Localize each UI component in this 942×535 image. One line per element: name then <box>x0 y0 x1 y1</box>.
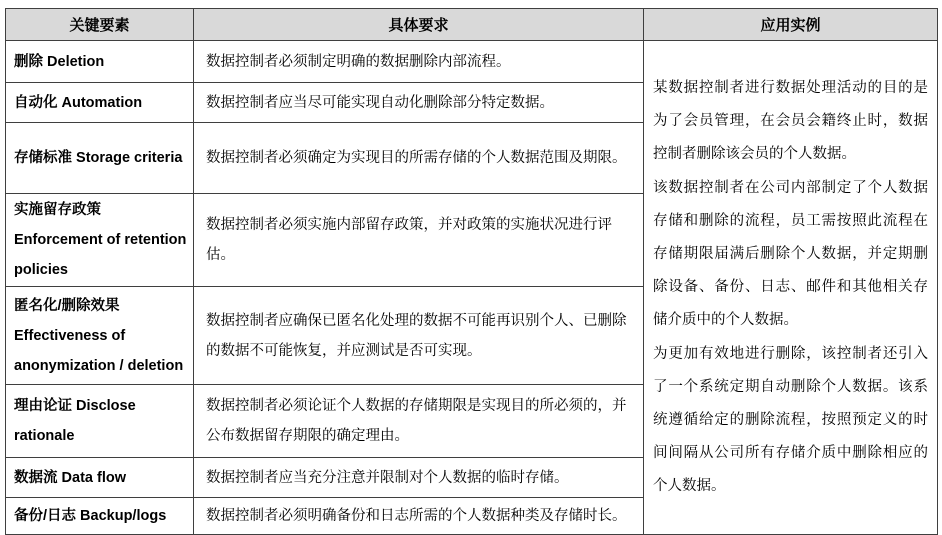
requirement-cell: 数据控制者应确保已匿名化处理的数据不可能再识别个人、已删除的数据不可能恢复，并应测试是否可实现。 <box>194 287 644 385</box>
table-row <box>6 41 938 83</box>
requirement-cell: 数据控制者必须明确备份和日志所需的个人数据种类及存储时长。 <box>194 498 644 535</box>
requirement-cell: 数据控制者必须实施内部留存政策，并对政策的实施状况进行评估。 <box>194 194 644 287</box>
header-row <box>6 9 938 41</box>
example-paragraph: 该数据控制者在公司内部制定了个人数据存储和删除的流程，员工需按照此流程在存储期限届满后删除个人数据，并定期删除设备、备份、日志、邮件和其他相关存储介质中的个人数据。 <box>653 179 928 328</box>
column-header-specific-requirements: 具体要求 <box>194 9 644 41</box>
example-paragraph: 某数据控制者进行数据处理活动的目的是为了会员管理，在会员会籍终止时，数据控制者删除该会员的个人数据。 <box>653 79 928 162</box>
requirement-cell: 数据控制者必须制定明确的数据删除内部流程。 <box>194 41 644 83</box>
key-element-cell: 数据流 Data flow <box>6 458 194 498</box>
key-element-cell: 备份/日志 Backup/logs <box>6 498 194 535</box>
column-header-key-elements: 关键要素 <box>6 9 194 41</box>
key-element-cell: 存储标准 Storage criteria <box>6 123 194 194</box>
key-element-cell: 理由论证 Disclose rationale <box>6 385 194 458</box>
requirement-cell: 数据控制者应当充分注意并限制对个人数据的临时存储。 <box>194 458 644 498</box>
key-element-cell: 匿名化/删除效果 Effectiveness of anonymization / deletion <box>6 287 194 385</box>
example-paragraph: 为更加有效地进行删除，该控制者还引入了一个系统定期自动删除个人数据。该系统遵循给定的删除流程，按照预定义的时间间隔从公司所有存储介质中删除相应的个人数据。 <box>653 345 928 494</box>
requirement-cell: 数据控制者必须确定为实现目的所需存储的个人数据范围及期限。 <box>194 123 644 194</box>
key-element-cell: 删除 Deletion <box>6 41 194 83</box>
requirement-cell: 数据控制者应当尽可能实现自动化删除部分特定数据。 <box>194 83 644 123</box>
key-element-cell: 自动化 Automation <box>6 83 194 123</box>
requirements-table <box>5 8 938 535</box>
requirement-cell: 数据控制者必须论证个人数据的存储期限是实现目的所必须的，并公布数据留存期限的确定理由。 <box>194 385 644 458</box>
column-header-application-example: 应用实例 <box>644 9 938 41</box>
key-element-cell: 实施留存政策 Enforcement of retention policies <box>6 194 194 287</box>
application-example-cell <box>644 41 938 535</box>
